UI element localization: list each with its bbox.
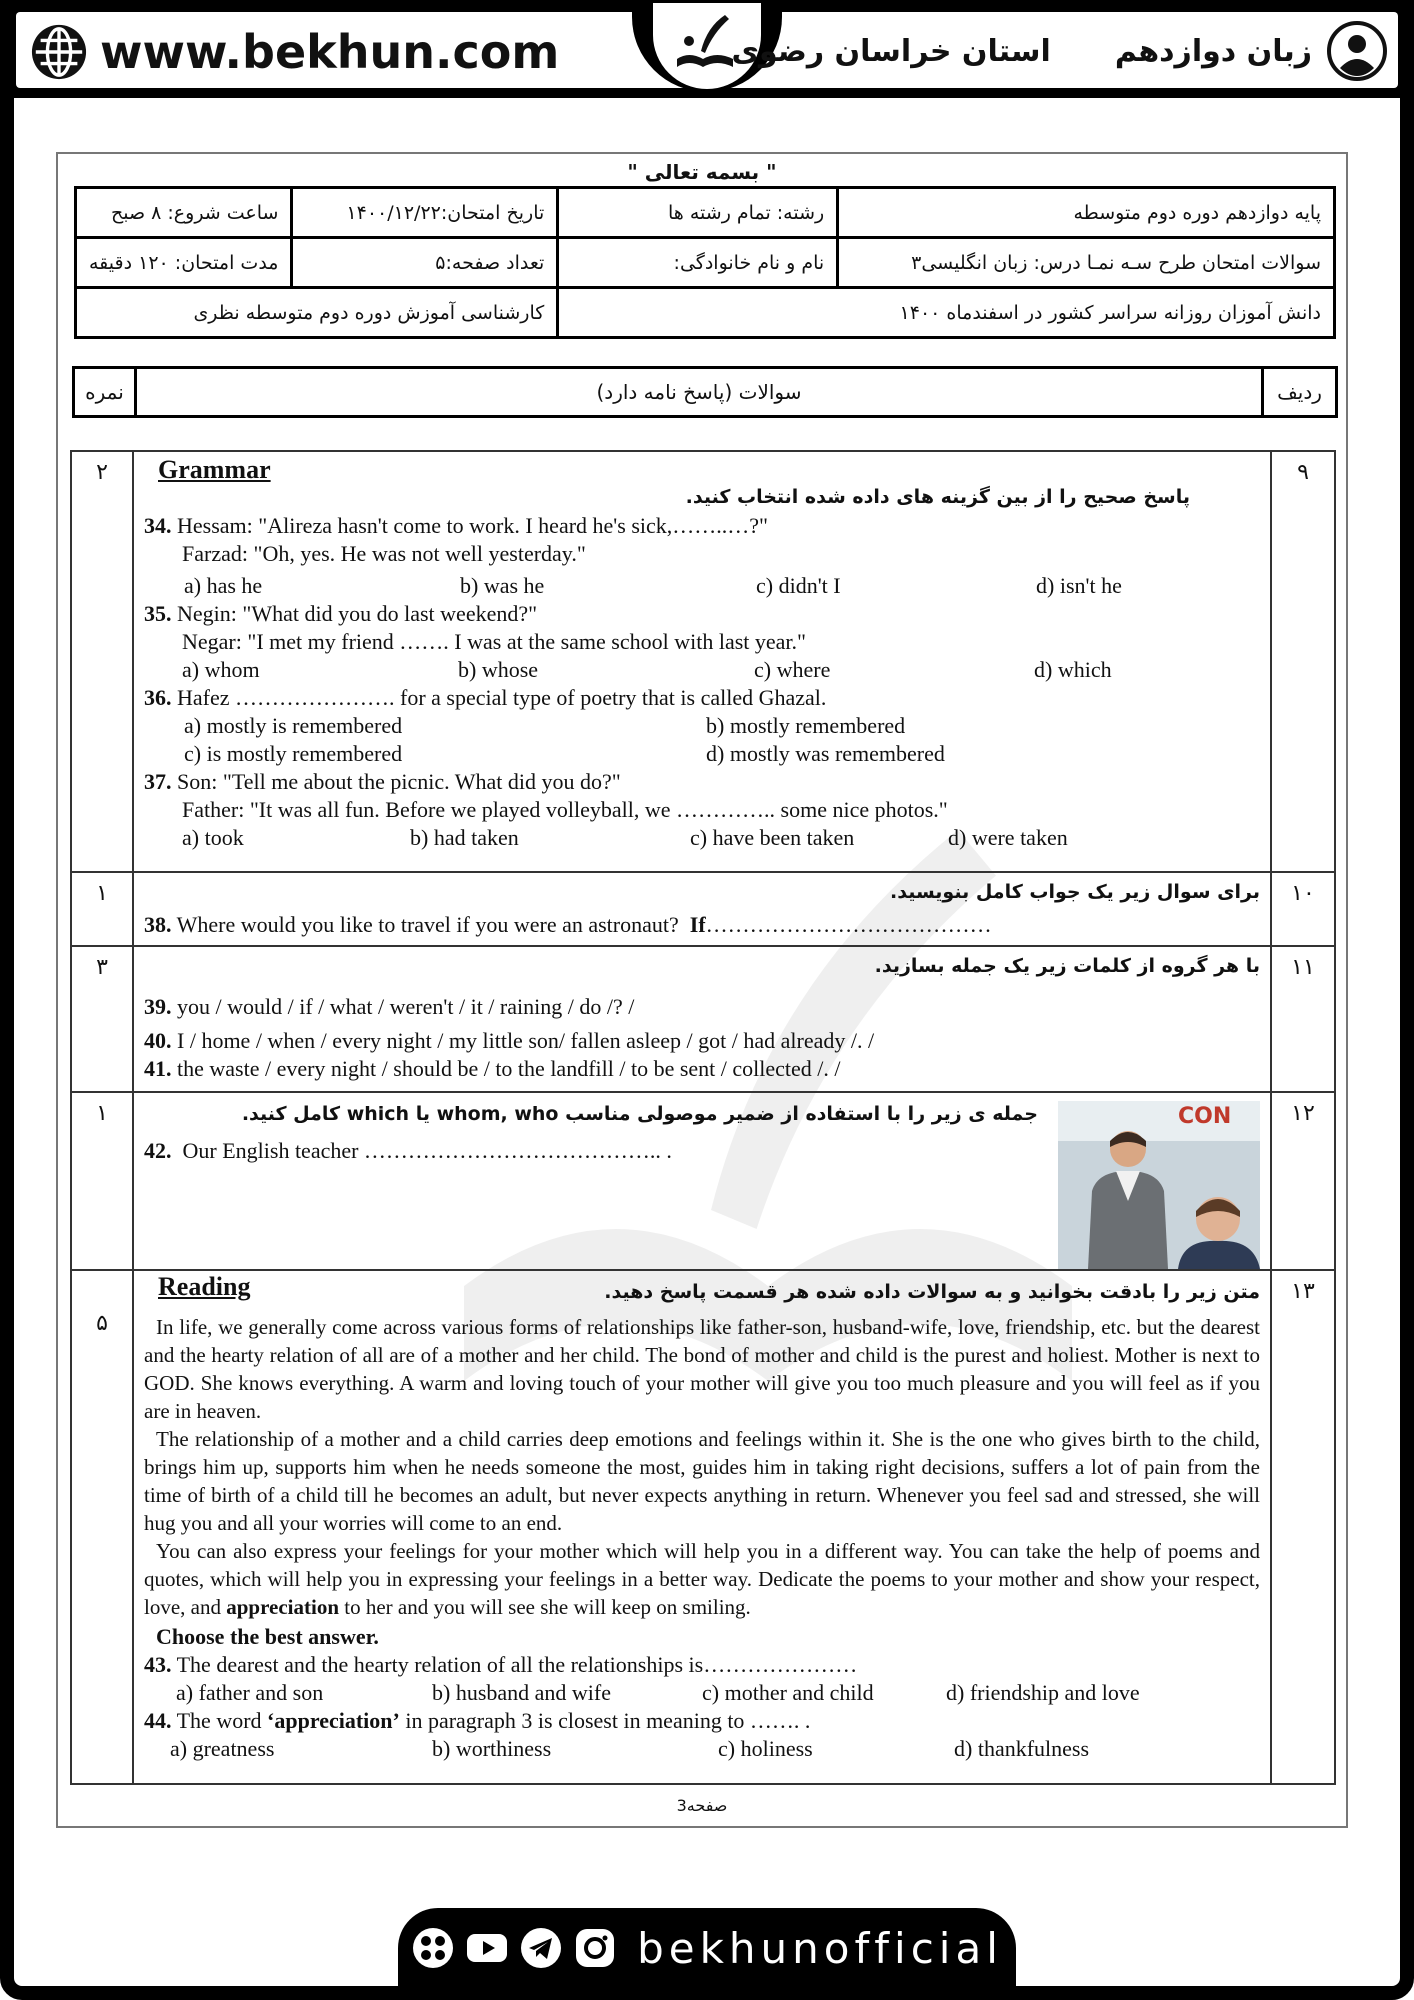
question-34-line2: Farzad: "Oh, yes. He was not well yesterday.": [182, 541, 586, 566]
option[interactable]: a) took: [182, 825, 244, 850]
questions-header: [72, 366, 1338, 418]
option[interactable]: d) mostly was remembered: [706, 741, 945, 766]
youtube-icon[interactable]: [465, 1926, 509, 1970]
instruction: پاسخ صحیح را از بین گزینه های داده شده انتخاب کنید.: [685, 486, 1190, 508]
option[interactable]: c) where: [754, 657, 831, 682]
instruction: جمله ی زیر را با استفاده از ضمیر موصولی مناسب whom, who یا which کامل کنید.: [241, 1103, 1038, 1125]
table-row: [71, 872, 1335, 946]
level: پایه دوازدهم دوره دوم متوسطه: [838, 188, 1335, 238]
instruction: برای سوال زیر یک جواب کامل بنویسید.: [890, 881, 1260, 903]
question-40: 40. I / home / when / every night / my little son/ fallen asleep / got / had already /. /: [144, 1028, 875, 1053]
col-questions: سوالات (پاسخ نامه دارد): [136, 368, 1263, 417]
option[interactable]: c) is mostly remembered: [184, 741, 403, 766]
row-number: ۱۳: [1271, 1270, 1335, 1784]
user-icon: [1326, 20, 1388, 82]
instruction: با هر گروه از کلمات زیر یک جمله بسازید.: [874, 955, 1260, 977]
row-number: ۱۱: [1271, 946, 1335, 1092]
social-footer: [398, 1908, 1016, 1988]
option[interactable]: d) friendship and love: [946, 1680, 1140, 1705]
options-34: [144, 572, 1260, 600]
globe-icon: [30, 23, 88, 81]
row-number: ۱۰: [1271, 872, 1335, 946]
option[interactable]: a) greatness: [170, 1736, 275, 1761]
question-43: 43. The dearest and the hearty relation of all the relationships is…………………: [144, 1652, 858, 1677]
question-42: 42. Our English teacher ………………………………….. .: [144, 1138, 672, 1163]
grammar-section: [133, 451, 1271, 872]
option[interactable]: a) has he: [184, 573, 263, 598]
grade-title: زبان دوازدهم: [1114, 33, 1312, 69]
field: رشته: تمام رشته ها: [558, 188, 838, 238]
questions-table: [70, 450, 1336, 1785]
score-cell: ۳: [71, 946, 133, 1092]
bismillah: " بسمه تعالی ": [627, 160, 777, 184]
options-44: [144, 1735, 1260, 1763]
section-title: Grammar: [158, 455, 271, 484]
option[interactable]: d) thankfulness: [954, 1736, 1090, 1761]
score-cell: ۲: [71, 451, 133, 872]
question-39: 39. you / would / if / what / weren't / it / raining / do /? /: [144, 994, 635, 1019]
option[interactable]: a) whom: [182, 657, 260, 682]
question-41: 41. the waste / every night / should be / to the landfill / to be sent / collected /. /: [144, 1056, 841, 1081]
reading-passage: [144, 1313, 1260, 1621]
instruction: متن زیر را بادقت بخوانید و به سوالات داده شده هر قسمت پاسخ دهید.: [604, 1281, 1260, 1303]
website-text: www.bekhun.com: [100, 25, 560, 79]
option[interactable]: c) holiness: [718, 1736, 813, 1761]
table-row: [71, 1270, 1335, 1784]
option[interactable]: d) isn't he: [1036, 573, 1122, 598]
option[interactable]: a) mostly is remembered: [184, 713, 403, 738]
paragraph-1: In life, we generally come across various forms of relationships like father-son, husband-wife, love, friendship, etc. but the dearest and the hearty relation of all are of a mother and her child. The bond of mother and child is the purest and holiest. Mother is next to GOD. She knows everything. A warm and loving touch of your mother will give you too much pleasure and you will feel as if you are in heaven.: [144, 1315, 1260, 1423]
col-row: ردیف: [1263, 368, 1337, 417]
options-36b: [144, 740, 1260, 768]
exam-sheet: [56, 152, 1348, 1828]
options-35: [144, 656, 1260, 684]
subject: سوالات امتحان طرح سـه نمـا درس: زبان انگلیسی۳: [838, 238, 1335, 288]
option[interactable]: d) which: [1034, 657, 1112, 682]
exam-date: تاریخ امتحان:۱۴۰۰/۱۲/۲۲: [292, 188, 558, 238]
section-title: Reading: [158, 1272, 251, 1301]
row-number: ۱۲: [1271, 1092, 1335, 1270]
question-37-line2: Father: "It was all fun. Before we played volleyball, we ………….. some nice photos.": [182, 797, 948, 822]
page-number: صفحه3: [676, 1796, 728, 1815]
option[interactable]: b) mostly remembered: [706, 713, 906, 738]
option[interactable]: c) have been taken: [690, 825, 855, 850]
exam-info-table: [74, 186, 1336, 339]
options-43: [144, 1679, 1260, 1707]
table-row: [71, 451, 1335, 872]
option[interactable]: c) mother and child: [702, 1680, 874, 1705]
paragraph-3: You can also express your feelings for your mother which will help you in a different way. You can take the help of poems and quotes, which will help you in expressing your feelings in a better way. Dedicate the poems to your mother and show your respect, love, and appreciation to her and you will see she will keep on smiling.: [144, 1539, 1260, 1619]
options-37: [144, 824, 1260, 852]
pages-count: تعداد صفحه:۵: [292, 238, 558, 288]
question-37: 37. Son: "Tell me about the picnic. What did you do?": [144, 769, 621, 794]
choose-heading: Choose the best answer.: [156, 1624, 379, 1649]
audience: دانش آموزان روزانه سراسر کشور در اسفندماه ۱۴۰۰: [558, 288, 1335, 338]
score-cell: ۵: [71, 1270, 133, 1784]
question-35-line2: Negar: "I met my friend ……. I was at the same school with last year.": [182, 629, 807, 654]
table-row: [71, 946, 1335, 1092]
duration: مدت امتحان: ۱۲۰ دقیقه: [76, 238, 292, 288]
question-36: 36. Hafez …………………. for a special type of poetry that is called Ghazal.: [144, 685, 827, 710]
row-number: ۹: [1271, 451, 1335, 872]
options-36a: [144, 712, 1260, 740]
option[interactable]: b) had taken: [410, 825, 519, 850]
score-cell: ۱: [71, 1092, 133, 1270]
option[interactable]: d) were taken: [948, 825, 1068, 850]
website-link[interactable]: [30, 22, 559, 82]
table-row: [71, 1092, 1335, 1270]
question-38: 38. Where would you like to travel if you were an astronaut? If…………………………………: [144, 912, 992, 937]
paragraph-2: The relationship of a mother and a child carries deep emotions and feelings within it. She is the one who gives birth to the child, brings him up, supports him when he needs someone the most, guides him in taking right decisions, suffers a lot of pain from the time of birth of a child till he becomes an adult, but never expects anything in return. Whenever you feel sad and stressed, she will hug you and all your worries will come to an end.: [144, 1427, 1260, 1535]
telegram-icon[interactable]: [519, 1926, 563, 1970]
teacher-photo: [1058, 1101, 1260, 1269]
question-44: 44. The word ‘appreciation’ in paragraph 3 is closest in meaning to ……. .: [144, 1708, 811, 1733]
student-name: نام و نام خانوادگی:: [558, 238, 838, 288]
option[interactable]: c) didn't I: [756, 573, 841, 598]
option[interactable]: b) worthiness: [432, 1736, 552, 1761]
option[interactable]: b) whose: [458, 657, 539, 682]
question-section-11: [133, 946, 1271, 1092]
instagram-icon[interactable]: [573, 1926, 617, 1970]
question-35: 35. Negin: "What did you do last weekend?": [144, 601, 538, 626]
option[interactable]: a) father and son: [176, 1680, 324, 1705]
province-title: استان خراسان رضوی: [731, 33, 1051, 69]
social-handle[interactable]: bekhunofficial: [637, 1923, 1003, 1973]
reading-section: [133, 1270, 1271, 1784]
start-time: ساعت شروع: ۸ صبح: [76, 188, 292, 238]
question-section-12: [133, 1092, 1271, 1270]
aparat-icon[interactable]: [411, 1926, 455, 1970]
score-cell: ۱: [71, 872, 133, 946]
header-title: [732, 20, 1388, 82]
office: کارشناسی آموزش دوره دوم متوسطه نظری: [76, 288, 558, 338]
option[interactable]: b) was he: [460, 573, 545, 598]
svg-text:CON: CON: [1178, 1104, 1232, 1129]
question-34: 34. Hessam: "Alireza hasn't come to work. I heard he's sick,……..…?": [144, 513, 769, 538]
question-section-10: [133, 872, 1271, 946]
col-score: نمره: [74, 368, 136, 417]
option[interactable]: b) husband and wife: [432, 1680, 612, 1705]
